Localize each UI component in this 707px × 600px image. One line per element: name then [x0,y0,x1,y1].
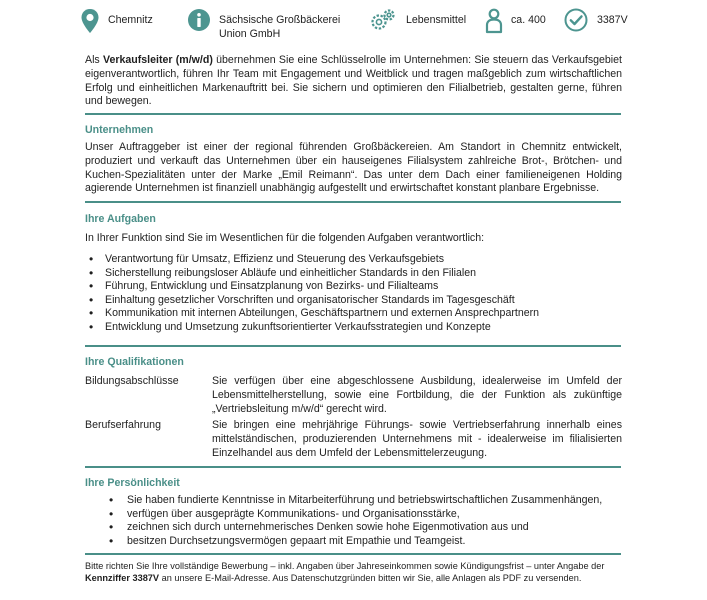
employees-text: ca. 400 [511,14,546,26]
list-item: • Sie haben fundierte Kenntnisse in Mitarbeiterführung und betriebswirtschaftlichen Zusammenhängen, [85,494,622,508]
section-divider [85,113,621,115]
tasks-list [85,253,622,335]
list-item: • Verantwortung für Umsatz, Effizienz und Steuerung des Verkaufsgebiets [85,253,622,267]
industry-text: Lebensmittel [406,14,467,26]
person-icon [485,8,503,34]
reference-text: 3387V [597,14,628,26]
info-icon [187,8,211,32]
list-item: • Sicherstellung reibungsloser Abläufe und einheitlicher Standards in den Filialen [85,267,622,281]
location-text: Chemnitz [108,14,153,26]
intro-paragraph [85,54,622,109]
tasks-intro: In Ihrer Funktion sind Sie im Wesentlichen für die folgenden Aufgaben verantwortlich: [85,232,485,244]
fact-company [187,8,369,41]
qualification-label: Bildungsabschlüsse [85,375,179,387]
gears-icon [370,8,396,32]
qualification-label: Berufserfahrung [85,419,161,431]
footer-text-2: an unsere E-Mail-Adresse. Aus Datenschutzgründen bitten wir Sie, alle Anlagen als PDF zu versenden. [159,573,582,584]
fact-industry [370,8,466,32]
qualification-row [85,419,622,460]
list-item: • verfügen über ausgeprägte Kommunikations- und Organisationsstärke, [85,508,622,522]
fact-employees [485,8,546,34]
section-divider [85,201,621,203]
heading-qualifications: Ihre Qualifikationen [85,356,184,368]
qualification-row [85,375,622,416]
application-note [85,560,622,584]
heading-company: Unternehmen [85,124,154,136]
list-item: • Entwicklung und Umsetzung zukunftsorientierter Verkaufsstrategien und Konzepte [85,321,622,335]
company-text: Sächsische Großbäckerei Union GmbH [219,14,341,40]
footer-text-1: Bitte richten Sie Ihre vollständige Bewerbung – inkl. Angaben über Jahreseinkommen sowie Kündigungsfrist – unter Angabe der [85,561,605,571]
list-item: • besitzen Durchsetzungsvermögen gepaart mit Empathie und Teamgeist. [85,535,622,549]
list-item: • zeichnen sich durch unternehmerisches Denken sowie hohe Eigenmotivation aus und [85,521,622,535]
qualification-text: Sie verfügen über eine abgeschlossene Ausbildung, idealerweise im Umfeld der Lebensmittelherstellung, sowie eine Fortbildung, die der Funktion als zukünftige „Vertriebsleitung m/w/d“ gerecht wird. [212,375,622,415]
list-item: • Kommunikation mit internen Abteilungen, Geschäftspartnern und externen Ansprechpartnern [85,307,622,321]
section-divider [85,345,621,347]
fact-reference [564,8,628,32]
intro-text: übernehmen Sie eine Schlüsselrolle im Unternehmen: Sie steuern das Verkaufsgebiet eigenverantwortlich, führen Ihr Team mit Engagement und Weitblick und tragen maßgeblich zum wirtschaftlichen Erfolg und einheitlichen Markenauftritt bei. Sie sichern und optimieren den Filialbetrieb, gestalten gerne, führen und bewegen. [85,54,622,108]
section-divider [85,553,621,555]
heading-tasks: Ihre Aufgaben [85,213,156,225]
fact-strip [80,8,628,46]
location-pin-icon [80,8,100,34]
job-title: Verkaufsleiter (m/w/d) [103,54,213,66]
personality-list [85,494,622,548]
qualification-text: Sie bringen eine mehrjährige Führungs- sowie Vertriebserfahrung innerhalb eines mittelständischen, produzierenden Unternehmens mit - idealerweise im filialisierten Einzelhandel aus dem Umfeld der Lebensmittelerzeugung. [212,419,622,459]
heading-personality: Ihre Persönlichkeit [85,477,180,489]
checkmark-circle-icon [564,8,588,32]
list-item: • Führung, Entwicklung und Einsatzplanung von Bezirks- und Filialteams [85,280,622,294]
section-divider [85,466,621,468]
company-paragraph: Unser Auftraggeber ist einer der regional führenden Großbäckereien. Am Standort in Chemnitz entwickelt, produziert und verkauft das Unternehmen über ein hauseigenes Filialsystem zahlreiche Brot-, Brötchen- und Kuchen-Spezialitäten unter der Marke „Emil Reimann“. Das unter dem Dach einer familieneigenen Holding agierende Unternehmen ist finanziell unabhängig aufgestellt und erwirtschaftet konstant planbare Ergebnisse. [85,141,622,195]
footer-reference: Kennziffer 3387V [85,573,160,584]
intro-pre: Als [85,54,103,66]
fact-location [80,8,153,34]
list-item: • Einhaltung gesetzlicher Vorschriften und organisatorischer Standards im Tagesgeschäft [85,294,622,308]
